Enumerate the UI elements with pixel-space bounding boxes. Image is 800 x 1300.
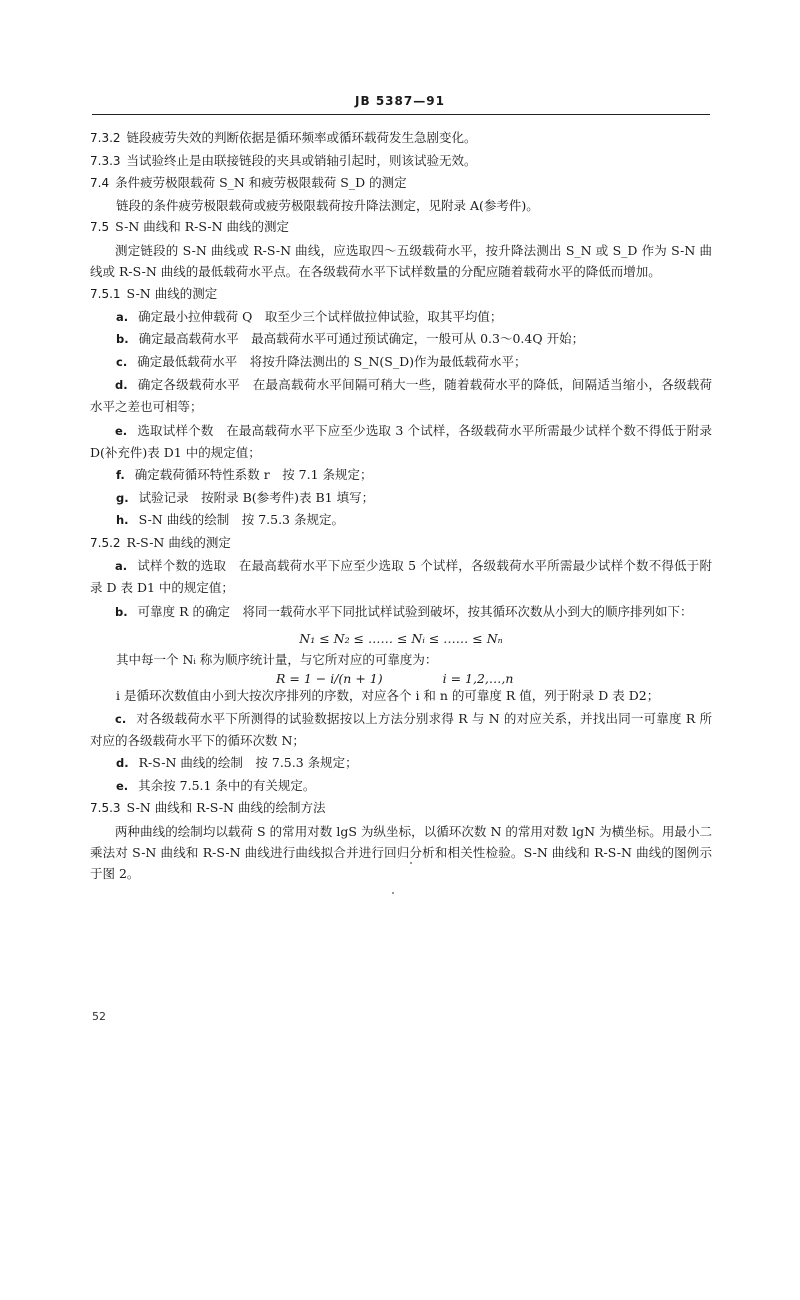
paragraph: [90, 686, 712, 705]
section-number: 7.4: [90, 176, 110, 190]
line-text: N₁ ≤ N₂ ≤ …… ≤ Nᵢ ≤ …… ≤ Nₙ: [299, 630, 503, 646]
line-text: S-N 曲线和 R-S-N 曲线的测定: [115, 219, 290, 234]
list-item: [90, 329, 712, 349]
list-item: [90, 374, 712, 417]
item-label: c.: [116, 354, 128, 369]
paragraph: [90, 650, 712, 669]
scan-speck: [392, 892, 394, 894]
list-item: [90, 352, 712, 372]
paragraph: [90, 821, 712, 884]
scan-speck: [410, 862, 412, 864]
line-text: S-N 曲线的测定: [126, 286, 218, 301]
list-item: [90, 776, 712, 796]
line-text: 链段疲劳失效的判断依据是循环频率或循环载荷发生急剧变化。: [126, 130, 477, 145]
line-text: 确定最小拉伸载荷 Q 取至少三个试样做拉伸试验，取其平均值；: [138, 308, 503, 324]
item-label: c.: [115, 711, 127, 726]
item-label: g.: [116, 490, 129, 505]
formula-part: R = 1 − i/(n + 1): [276, 671, 383, 686]
line-text: 选取试样个数 在最高载荷水平下应至少选取 3 个试样，各级载荷水平所需最少试样个数不得低于附录 D(补充件)表 D1 中的规定值；: [90, 422, 712, 460]
formula-part: i = 1,2,…,n: [442, 671, 514, 686]
line-text: 试样个数的选取 在最高载荷水平下应至少选取 5 个试样，各级载荷水平所需最少试样个数不得低于附录 D 表 D1 中的规定值；: [90, 558, 712, 595]
line-text: R-S-N 曲线的测定: [126, 534, 231, 550]
line-text: S-N 曲线和 R-S-N 曲线的绘制方法: [126, 800, 326, 815]
section-heading: [90, 128, 712, 148]
section-heading: [90, 533, 712, 553]
section-heading: [90, 798, 712, 818]
list-item: [90, 708, 712, 751]
formula: [90, 671, 712, 686]
item-label: d.: [115, 378, 128, 392]
item-label: d.: [116, 756, 129, 770]
list-item: [90, 601, 712, 623]
document-body: [90, 128, 712, 886]
item-label: a.: [116, 309, 129, 324]
section-heading: [90, 217, 712, 237]
page-header: JB 5387—91: [355, 94, 445, 108]
list-item: [90, 753, 712, 773]
section-number: 7.5.1: [90, 287, 121, 301]
header-rule: [92, 114, 710, 115]
line-text: 可靠度 R 的确定 将同一载荷水平下同批试样试验到破坏，按其循环次数从小到大的顺序排列如下：: [137, 603, 693, 619]
section-number: 7.5.3: [90, 801, 121, 815]
line-text: 确定各级载荷水平 在最高载荷水平间隔可稍大一些，随着载荷水平的降低，间隔适当缩小，各级载荷水平之差也可相等；: [90, 377, 712, 414]
list-item: [90, 307, 712, 327]
line-text: 确定载荷循环特性系数 r 按 7.1 条规定；: [134, 467, 373, 482]
line-text: 试验记录 按附录 B(参考件)表 B1 填写；: [138, 489, 375, 505]
line-text: 对各级载荷水平下所测得的试验数据按以上方法分别求得 R 与 N 的对应关系，并找出同一可靠度 R 所对应的各级载荷水平下的循环次数 N；: [90, 710, 712, 748]
list-item: [90, 420, 712, 463]
item-label: e.: [115, 423, 128, 438]
list-item: [90, 510, 712, 530]
item-label: b.: [116, 332, 129, 346]
section-heading: [90, 284, 712, 304]
section-number: 7.3.2: [90, 131, 121, 145]
page-number: 52: [92, 1010, 106, 1023]
line-text: 链段的条件疲劳极限载荷或疲劳极限载荷按升降法测定，见附录 A(参考件)。: [116, 197, 539, 213]
line-text: 其中每一个 Nᵢ 称为顺序统计量，与它所对应的可靠度为：: [116, 651, 438, 667]
line-text: 测定链段的 S-N 曲线或 R-S-N 曲线，应选取四～五级载荷水平，按升降法测出 S_N 或 S_D 作为 S-N 曲线或 R-S-N 曲线的最低载荷水平点。在各级载荷水平下试样数量的分配应随着载荷水平的降低而增加。: [90, 242, 712, 279]
item-label: f.: [116, 468, 125, 482]
line-text: R-S-N 曲线的绘制 按 7.5.3 条规定；: [138, 755, 358, 770]
list-item: [90, 488, 712, 508]
line-text: 两种曲线的绘制均以载荷 S 的常用对数 lgS 为纵坐标，以循环次数 N 的常用对数 lgN 为横坐标。用最小二乘法对 S-N 曲线和 R-S-N 曲线进行曲线拟合并进行回归分析和相关性检验。S-N 曲线和 R-S-N 曲线的图例示于图 2。: [90, 823, 712, 881]
formula: [90, 631, 712, 646]
line-text: 确定最高载荷水平 最高载荷水平可通过预试确定，一般可从 0.3～0.4Q 开始；: [138, 331, 585, 346]
section-number: 7.5.2: [90, 535, 121, 550]
item-label: h.: [116, 513, 129, 527]
section-heading: [90, 151, 712, 171]
line-text: 条件疲劳极限载荷 S_N 和疲劳极限载荷 S_D 的测定: [115, 175, 407, 190]
list-item: [90, 555, 712, 598]
paragraph: [90, 196, 712, 215]
item-label: b.: [115, 604, 128, 619]
section-number: 7.5: [90, 220, 110, 234]
line-text: i 是循环次数值由小到大按次序排列的序数，对应各个 i 和 n 的可靠度 R 值，列于附录 D 表 D2；: [116, 688, 660, 703]
item-label: e.: [116, 778, 129, 793]
list-item: [90, 465, 712, 485]
paragraph: [90, 240, 712, 282]
line-text: 其余按 7.5.1 条中的有关规定。: [138, 777, 316, 793]
item-label: a.: [115, 559, 128, 573]
section-number: 7.3.3: [90, 153, 121, 168]
line-text: S-N 曲线的绘制 按 7.5.3 条规定。: [138, 512, 344, 527]
line-text: 确定最低载荷水平 将按升降法测出的 S_N(S_D)作为最低载荷水平；: [137, 353, 527, 369]
line-text: 当试验终止是由联接链段的夹具或销轴引起时，则该试验无效。: [126, 152, 477, 168]
section-heading: [90, 173, 712, 193]
